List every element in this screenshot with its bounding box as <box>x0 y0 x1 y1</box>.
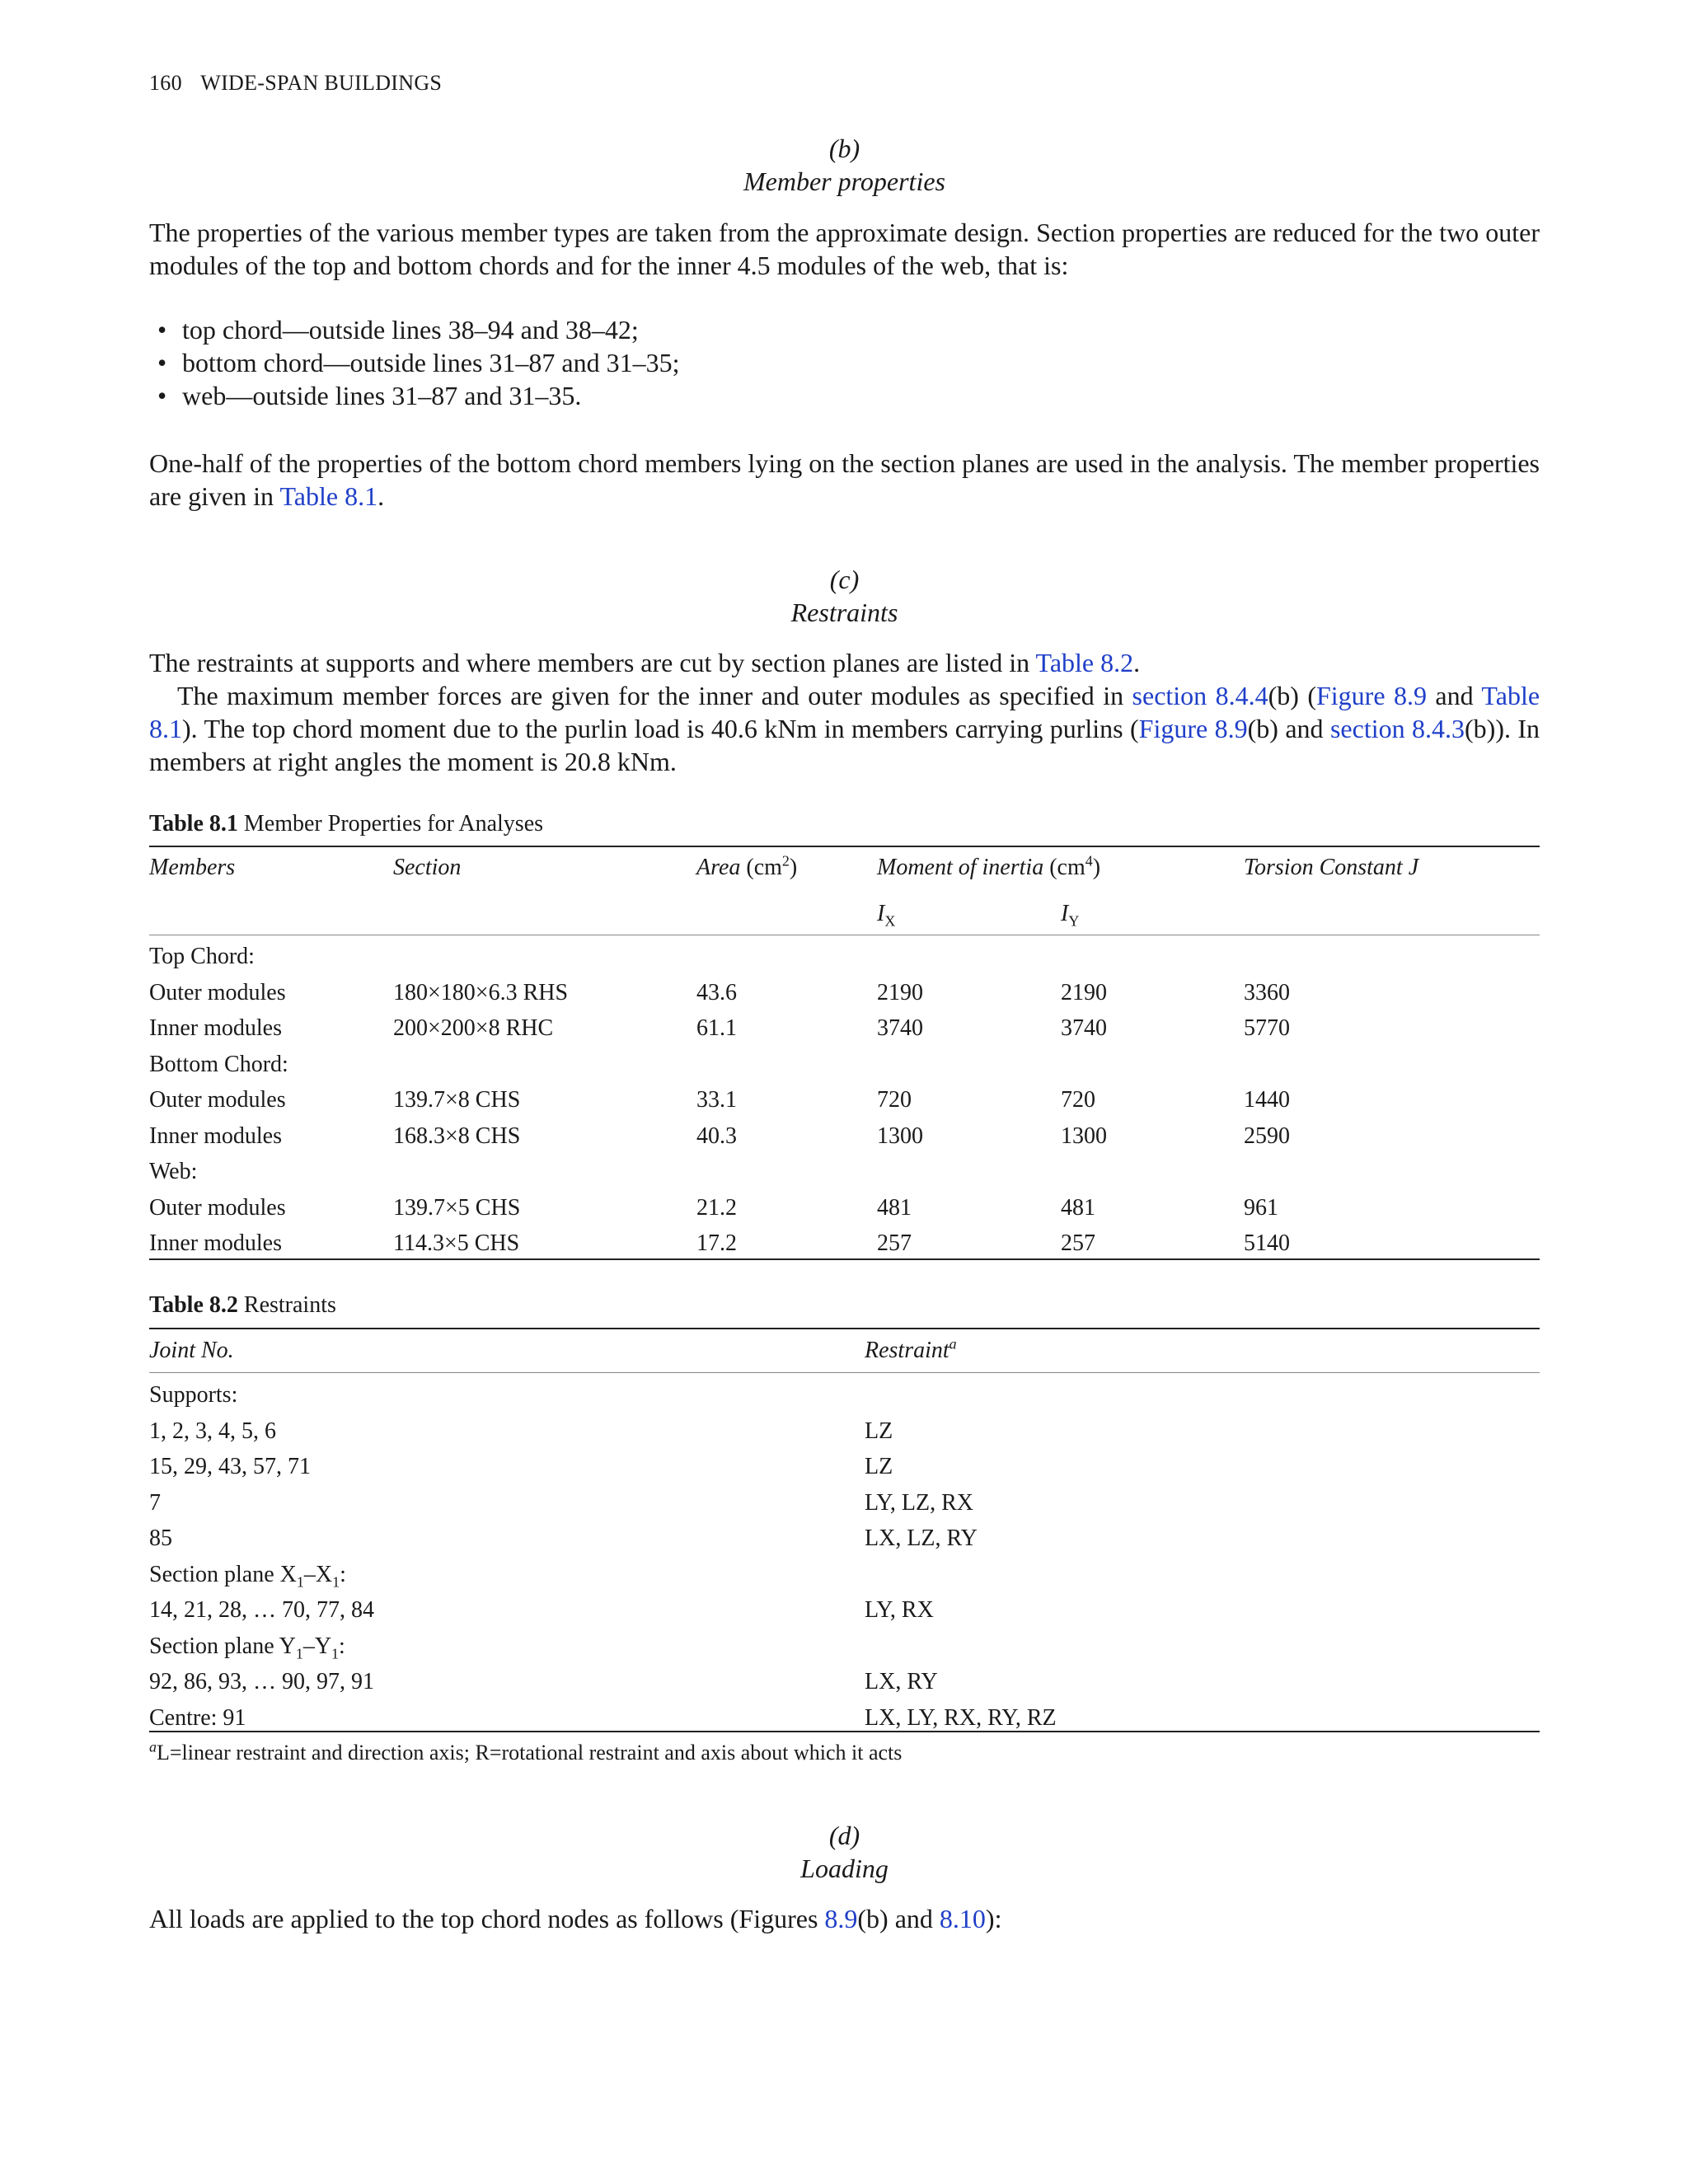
cell-member: Inner modules <box>149 1122 282 1149</box>
header-restraint <box>865 1335 957 1364</box>
cell-torsion: 961 <box>1244 1194 1278 1221</box>
paragraph-text: The restraints at supports and where members are cut by section planes are listed in <box>149 648 1036 677</box>
superscript: 4 <box>1085 852 1093 869</box>
symbol: I <box>1061 901 1069 926</box>
section-d-paragraph <box>149 1902 1540 1935</box>
cell-ix: 1300 <box>877 1122 923 1149</box>
paragraph-text: The maximum member forces are given for the inner and outer modules as specified in <box>177 681 1132 710</box>
cell-member: Outer modules <box>149 1194 286 1221</box>
cell-joint <box>149 1633 345 1660</box>
table-8-1-link[interactable]: Table 8.1 <box>279 481 378 511</box>
subscript: 1 <box>295 1645 303 1662</box>
cell-torsion: 1440 <box>1244 1087 1290 1113</box>
joint-text: –X <box>303 1561 333 1587</box>
header-moment-of-inertia <box>877 852 1101 881</box>
joint-text: –Y <box>302 1633 332 1659</box>
cell-ix: 257 <box>877 1230 912 1256</box>
bullet-item: • bottom chord—outside lines 31–87 and 31–35; <box>149 346 680 379</box>
table-bottom-rule <box>149 1258 1540 1260</box>
cell-area: 17.2 <box>696 1230 737 1256</box>
table-8-2-link[interactable]: Table 8.2 <box>1035 648 1134 677</box>
cell-restraint: LY, RX <box>865 1597 934 1623</box>
section-b-title: Member properties <box>743 166 945 196</box>
section-c-title: Restraints <box>790 598 898 627</box>
table-8-1-caption <box>149 811 543 837</box>
paragraph-text: One-half of the properties of the bottom chord members lying on the section planes are used in the analysis. The member properties are given in <box>149 448 1540 511</box>
cell-section: 180×180×6.3 RHS <box>393 979 569 1005</box>
paragraph-text: (b) and <box>1247 714 1330 743</box>
subscript: X <box>884 912 896 930</box>
table-8-2-caption <box>149 1292 336 1319</box>
paragraph-text: ). The top chord moment due to the purlin load is 40.6 kNm in members carrying purlins ( <box>182 714 1139 743</box>
cell-torsion: 3360 <box>1244 979 1290 1005</box>
joint-text: Section plane X <box>149 1561 297 1587</box>
cell-member: Inner modules <box>149 1230 282 1256</box>
figure-8-9-link[interactable]: Figure 8.9 <box>1138 714 1248 743</box>
subscript: Y <box>1068 912 1080 930</box>
section-b-label: (b) <box>828 134 860 163</box>
cell-member: Top Chord: <box>149 944 255 969</box>
table-8-1-link[interactable]: Table 8.1 <box>149 681 1540 743</box>
section-b-paragraph-2 <box>149 447 1540 513</box>
unit: (cm <box>1049 855 1085 880</box>
table-top-rule <box>149 1328 1540 1329</box>
cell-area: 21.2 <box>696 1194 737 1221</box>
header-torsion-constant: Torsion Constant J <box>1244 855 1419 880</box>
figure-8-9-link[interactable]: Figure 8.9 <box>1315 681 1427 710</box>
cell-iy: 257 <box>1061 1230 1095 1256</box>
paragraph-text: (b) and <box>857 1904 940 1933</box>
cell-area: 40.3 <box>696 1122 737 1149</box>
section-c-paragraph-1 <box>149 646 1540 679</box>
cell-iy: 3740 <box>1061 1015 1107 1041</box>
cell-iy: 1300 <box>1061 1122 1107 1149</box>
header-restraint-label: Restraint <box>865 1338 950 1363</box>
symbol: I <box>877 901 885 926</box>
table-footnote <box>149 1738 903 1765</box>
cell-area: 33.1 <box>696 1087 737 1113</box>
joint-text: Section plane Y <box>149 1633 296 1659</box>
subscript: 1 <box>332 1573 340 1591</box>
cell-restraint: LY, LZ, RX <box>865 1489 974 1516</box>
cell-joint <box>149 1561 346 1591</box>
cell-restraint: LZ <box>865 1418 893 1444</box>
paragraph-text: (b)). In members at right angles the moment is 20.8 kNm. <box>149 714 1540 776</box>
cell-restraint: LX, LZ, RY <box>865 1526 978 1551</box>
caption-label: Table 8.1 <box>149 811 238 837</box>
caption-text: Member Properties for Analyses <box>237 811 544 837</box>
bullet-item: • top chord—outside lines 38–94 and 38–42; <box>149 313 680 346</box>
superscript: a <box>949 1335 957 1352</box>
cell-restraint: LZ <box>865 1454 893 1479</box>
cell-joint: Centre: 91 <box>149 1704 246 1731</box>
cell-joint: Supports: <box>149 1382 238 1408</box>
section-d-label: (d) <box>828 1821 860 1850</box>
header-area <box>696 852 798 881</box>
superscript: 2 <box>781 852 790 869</box>
unit: ) <box>789 855 798 880</box>
cell-joint: 7 <box>149 1489 161 1516</box>
cell-section: 139.7×8 CHS <box>393 1087 521 1113</box>
page-number: 160 <box>149 71 182 95</box>
cell-torsion: 5140 <box>1244 1230 1290 1256</box>
section-c-label: (c) <box>829 565 860 594</box>
joint-text: : <box>340 1561 346 1587</box>
subscript: 1 <box>296 1573 304 1591</box>
cell-member: Outer modules <box>149 1087 286 1113</box>
joint-text: : <box>339 1633 345 1659</box>
cell-ix: 2190 <box>877 979 923 1005</box>
header-joint-no: Joint No. <box>149 1338 234 1363</box>
cell-section: 139.7×5 CHS <box>393 1194 521 1221</box>
bullet-item: • web—outside lines 31–87 and 31–35. <box>149 379 680 412</box>
header-members: Members <box>149 855 236 880</box>
cell-joint: 92, 86, 93, … 90, 97, 91 <box>149 1669 374 1694</box>
cell-iy: 720 <box>1061 1087 1095 1113</box>
figure-8-10-link[interactable]: 8.10 <box>939 1904 986 1933</box>
paragraph-text: (b) ( <box>1268 681 1316 710</box>
header-section: Section <box>393 855 462 880</box>
section-8-4-3-link[interactable]: section 8.4.3 <box>1329 714 1465 743</box>
cell-area: 61.1 <box>696 1015 737 1041</box>
cell-member: Inner modules <box>149 1015 282 1041</box>
cell-member: Outer modules <box>149 979 286 1005</box>
section-8-4-4-link[interactable]: section 8.4.4 <box>1132 681 1268 710</box>
cell-restraint: LX, LY, RX, RY, RZ <box>865 1704 1057 1731</box>
cell-ix: 720 <box>877 1087 912 1113</box>
footnote-text: L=linear restraint and direction axis; R=rotational restraint and axis about which it acts <box>157 1741 903 1765</box>
paragraph-text: . <box>377 481 385 511</box>
cell-joint: 14, 21, 28, … 70, 77, 84 <box>149 1597 374 1623</box>
header-moi-label: Moment of inertia <box>877 855 1044 880</box>
caption-text: Restraints <box>237 1292 336 1318</box>
header-iy <box>1061 901 1080 930</box>
paragraph-text: ): <box>985 1904 1002 1933</box>
unit: (cm <box>746 855 782 880</box>
table-bottom-rule <box>149 1731 1540 1732</box>
cell-torsion: 2590 <box>1244 1122 1290 1149</box>
cell-joint: 85 <box>149 1526 172 1551</box>
cell-section: 168.3×8 CHS <box>393 1122 521 1149</box>
cell-ix: 481 <box>877 1194 912 1221</box>
cell-ix: 3740 <box>877 1015 923 1041</box>
running-head-title: WIDE-SPAN BUILDINGS <box>200 71 443 95</box>
figure-8-9-link[interactable]: 8.9 <box>824 1904 858 1933</box>
cell-member: Bottom Chord: <box>149 1051 288 1077</box>
header-area-label: Area <box>696 855 741 880</box>
bullet-list <box>149 313 680 412</box>
paragraph-text: and <box>1426 681 1482 710</box>
section-b-intro: The properties of the various member types are taken from the approximate design. Section properties are reduced for the two outer modules of the top and bottom chords and for the inner 4.5 modules of the web, that is: <box>149 218 1540 280</box>
footnote-marker: a <box>149 1738 157 1755</box>
running-head <box>149 71 442 96</box>
cell-area: 43.6 <box>696 979 737 1005</box>
cell-iy: 481 <box>1061 1194 1095 1221</box>
cell-section: 114.3×5 CHS <box>393 1230 520 1256</box>
cell-joint: 15, 29, 43, 57, 71 <box>149 1454 311 1479</box>
caption-label: Table 8.2 <box>149 1292 238 1318</box>
cell-restraint: LX, RY <box>865 1669 938 1694</box>
header-ix <box>877 901 896 930</box>
unit: ) <box>1092 855 1101 880</box>
cell-joint: 1, 2, 3, 4, 5, 6 <box>149 1418 276 1444</box>
subscript: 1 <box>331 1645 340 1662</box>
cell-member: Web: <box>149 1159 198 1184</box>
table-top-rule <box>149 846 1540 847</box>
cell-torsion: 5770 <box>1244 1015 1290 1041</box>
paragraph-text: All loads are applied to the top chord nodes as follows (Figures <box>149 1904 825 1933</box>
table-header-rule <box>149 1372 1540 1373</box>
section-d-title: Loading <box>800 1854 889 1883</box>
section-c-paragraph-2 <box>149 679 1540 778</box>
cell-iy: 2190 <box>1061 979 1107 1005</box>
cell-section: 200×200×8 RHC <box>393 1015 554 1041</box>
paragraph-text: . <box>1133 648 1141 677</box>
